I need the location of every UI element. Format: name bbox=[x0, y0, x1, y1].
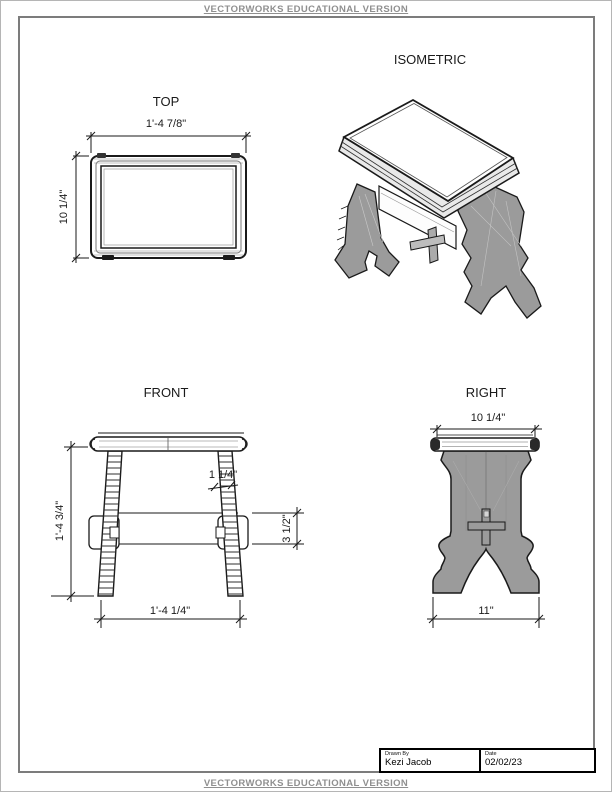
leg-mark-top-left bbox=[97, 153, 106, 158]
front-view-label: FRONT bbox=[143, 385, 189, 400]
view-top bbox=[49, 91, 273, 273]
leg-mark-top-right bbox=[231, 153, 240, 158]
view-front bbox=[46, 381, 311, 643]
top-depth-dim-text: 10 1/4" bbox=[58, 189, 70, 225]
front-height-dim-text: 1'-4 3/4" bbox=[54, 500, 66, 542]
tabletop-plan bbox=[91, 153, 246, 260]
watermark-top: VECTORWORKS EDUCATIONAL VERSION bbox=[203, 4, 409, 15]
right-top-molding-right bbox=[530, 439, 539, 450]
right-top-dim-text: 10 1/4" bbox=[470, 412, 506, 424]
date-value: 02/02/23 bbox=[485, 757, 522, 768]
front-leg-dim-text: 1 1/4" bbox=[208, 469, 238, 481]
watermark-bottom: VECTORWORKS EDUCATIONAL VERSION bbox=[203, 778, 409, 789]
top-depth-dimension bbox=[72, 151, 89, 263]
leg-mark-bottom-right bbox=[223, 255, 235, 260]
view-right bbox=[411, 381, 581, 643]
drawn-by-value: Kezi Jacob bbox=[385, 757, 432, 768]
date-label: Date bbox=[485, 751, 497, 757]
isometric-view-label: ISOMETRIC bbox=[393, 52, 467, 67]
leg-mark-bottom-left bbox=[102, 255, 114, 260]
right-top-molding-left bbox=[431, 439, 440, 450]
title-block-drawn-by bbox=[381, 750, 481, 771]
drawn-by-label: Drawn By bbox=[385, 751, 409, 757]
front-stretcher-dim-text: 3 1/2" bbox=[281, 514, 293, 543]
top-width-dimension bbox=[86, 132, 251, 153]
top-width-dim-text: 1'-4 7/8" bbox=[145, 118, 187, 130]
front-wedge-left bbox=[110, 527, 119, 538]
right-tabletop bbox=[431, 435, 539, 451]
front-tabletop bbox=[90, 433, 247, 451]
title-block bbox=[379, 748, 596, 773]
right-view-label: RIGHT bbox=[465, 385, 507, 400]
top-view-label: TOP bbox=[152, 94, 180, 109]
view-isometric bbox=[331, 46, 556, 346]
front-wedge-right bbox=[216, 527, 225, 538]
front-feet-dim-text: 1'-4 1/4" bbox=[149, 605, 191, 617]
title-block-date bbox=[481, 750, 594, 771]
front-stretcher-dimension bbox=[252, 507, 304, 550]
right-foot-dim-text: 11" bbox=[478, 605, 494, 617]
